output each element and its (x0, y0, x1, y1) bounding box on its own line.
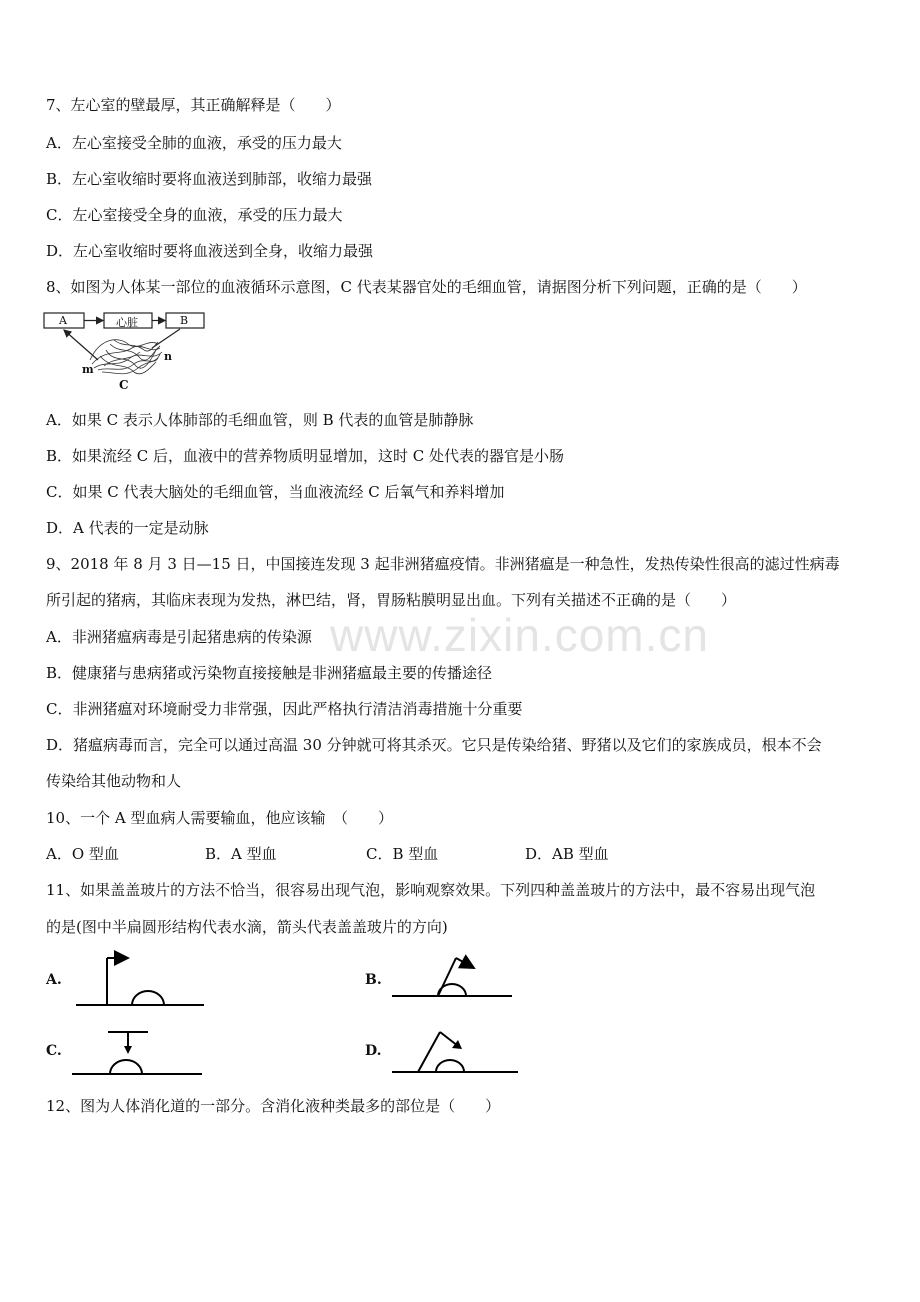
q11-option-d-figure (388, 1022, 528, 1078)
q7-option-a: A．左心室接受全肺的血液，承受的压力最大 (46, 134, 342, 152)
q11-option-a-figure (70, 950, 210, 1012)
q9-option-d-line2: 传染给其他动物和人 (46, 772, 182, 790)
q7-option-c: C．左心室接受全身的血液，承受的压力最大 (46, 206, 343, 224)
q11-option-b-figure (388, 950, 518, 1000)
q9-option-b: B．健康猪与患病猪或污染物直接接触是非洲猪瘟最主要的传播途径 (46, 664, 493, 682)
vessel-n (152, 329, 180, 348)
q9-stem-line2: 所引起的猪病，其临床表现为发热，淋巴结，肾，胃肠粘膜明显出血。下列有关描述不正确的是（ ） (46, 591, 737, 609)
watermark: www.zixin.com.cn (330, 609, 709, 661)
q11-option-c-label: C. (46, 1043, 62, 1059)
label-n: n (164, 350, 172, 363)
q9-option-d-line1: D．猪瘟病毒而言，完全可以通过高温 30 分钟就可将其杀灭。它只是传染给猪、野猪以及它们的家族成员，根本不会 (46, 736, 822, 754)
q10-option-b: B．A 型血 (205, 845, 277, 863)
q11-option-b-label: B. (365, 972, 382, 988)
box-b-label: B (180, 314, 189, 327)
q11-stem-line2: 的是(图中半扁圆形结构代表水滴，箭头代表盖盖玻片的方向) (46, 918, 448, 936)
q7-option-d: D．左心室收缩时要将血液送到全身，收缩力最强 (46, 242, 374, 260)
circulation-diagram (40, 308, 215, 396)
box-heart-label: 心脏 (116, 316, 138, 329)
q11-option-a-label: A. (46, 972, 62, 988)
q8-option-d: D．A 代表的一定是动脉 (46, 519, 209, 537)
q11-option-c-figure (68, 1026, 208, 1082)
q7-option-b: B．左心室收缩时要将血液送到肺部，收缩力最强 (46, 170, 373, 188)
q12-stem: 12、图为人体消化道的一部分。含消化液种类最多的部位是（ ） (46, 1097, 501, 1115)
q11-option-d-label: D. (365, 1043, 382, 1059)
label-m: m (82, 363, 94, 376)
q9-option-c: C．非洲猪瘟对环境耐受力非常强，因此严格执行清洁消毒措施十分重要 (46, 700, 523, 718)
q8-option-c: C．如果 C 代表大脑处的毛细血管，当血液流经 C 后氧气和养料增加 (46, 483, 505, 501)
box-a-label: A (59, 314, 67, 327)
q10-option-a: A．O 型血 (46, 845, 119, 863)
q11-stem-line1: 11、如果盖盖玻片的方法不恰当，很容易出现气泡，影响观察效果。下列四种盖盖玻片的方法中，最不容易出现气泡 (46, 881, 816, 899)
q8-option-b: B．如果流经 C 后，血液中的营养物质明显增加，这时 C 处代表的器官是小肠 (46, 447, 565, 465)
capillary-network (90, 340, 162, 374)
q10-option-d: D．AB 型血 (525, 845, 609, 863)
q9-stem-line1: 9、2018 年 8 月 3 日—15 日，中国接连发现 3 起非洲猪瘟疫情。非洲猪瘟是一种急性，发热传染性很高的滤过性病毒 (46, 555, 840, 573)
q10-stem: 10、一个 A 型血病人需要输血，他应该输 （ ） (46, 809, 393, 827)
q10-option-c: C．B 型血 (366, 845, 439, 863)
q9-option-a: A．非洲猪瘟病毒是引起猪患病的传染源 (46, 628, 312, 646)
q8-option-a: A．如果 C 表示人体肺部的毛细血管，则 B 代表的血管是肺静脉 (46, 411, 474, 429)
q8-stem: 8、如图为人体某一部位的血液循环示意图，C 代表某器官处的毛细血管，请据图分析下列问题，正确的是（ ） (46, 278, 807, 296)
q10-options (0, 844, 920, 864)
q7-stem: 7、左心室的壁最厚，其正确解释是（ ） (46, 96, 341, 114)
label-c: C (119, 378, 129, 392)
arrow-m (64, 330, 98, 360)
